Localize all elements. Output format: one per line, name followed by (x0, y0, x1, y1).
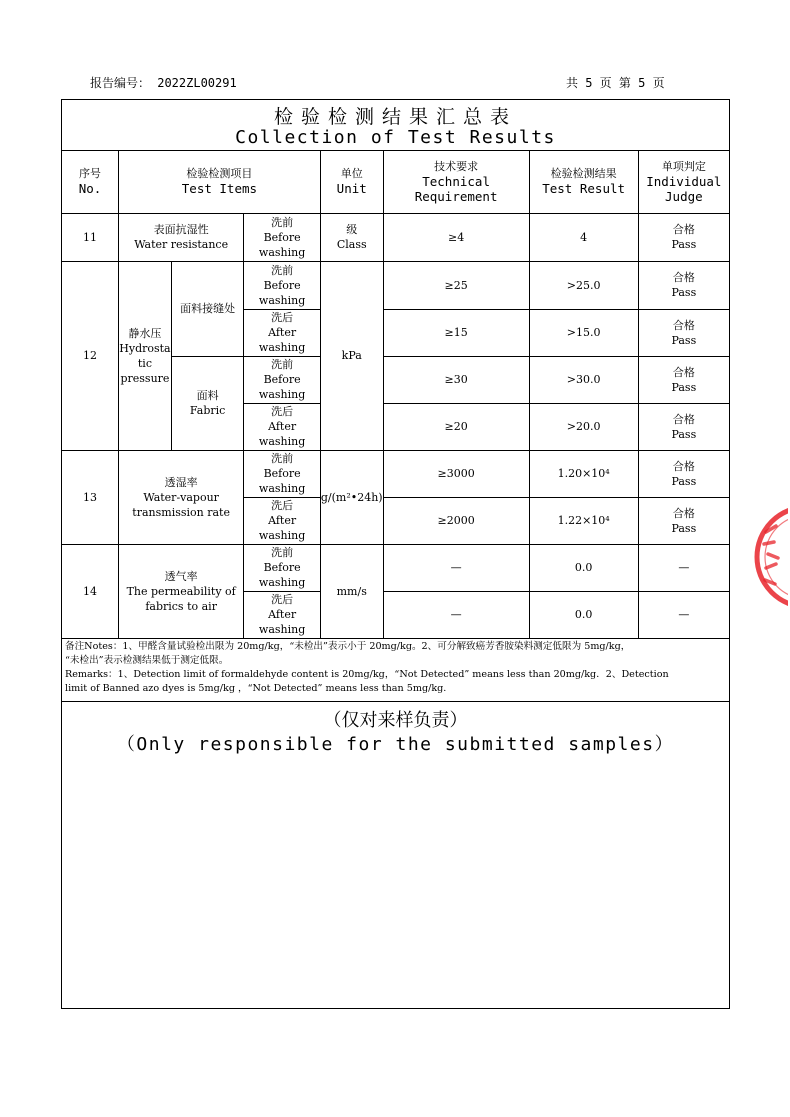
unit: 级 Class (320, 213, 383, 261)
result: >15.0 (529, 309, 638, 356)
test-item: 透气率 The permeability of fabrics to air (118, 544, 243, 638)
table-row (62, 450, 729, 497)
requirement: ≥25 (383, 261, 529, 309)
responsibility-en: （Only responsible for the submitted samples） (116, 734, 675, 755)
test-item: 静水压 Hydrosta tic pressure (118, 261, 171, 450)
wash-condition: 洗前 Before washing (244, 261, 321, 309)
col-requirement: 技术要求 Technical Requirement (383, 150, 529, 213)
title-zh: 检验检测结果汇总表 (273, 106, 517, 128)
judge: 合格 Pass (638, 356, 729, 403)
report-number: 报告编号： 2022ZL00291 (90, 76, 237, 90)
unit: mm/s (320, 544, 383, 638)
remarks-line: Remarks：1、Detection limit of formaldehyde content is 20mg/kg，“Not Detected” means less than 20mg/kg．2、Detection (65, 669, 669, 680)
table-row (62, 544, 729, 591)
row-number: 12 (62, 261, 118, 450)
judge: — (638, 544, 729, 591)
table-row (62, 213, 729, 261)
unit: g/(m²•24h) (320, 450, 383, 544)
results-frame (61, 99, 730, 1009)
table-title (62, 100, 729, 151)
col-judge: 单项判定 Individual Judge (638, 150, 729, 213)
requirement: ≥20 (383, 403, 529, 450)
title-en: Collection of Test Results (235, 127, 556, 148)
remarks-line: limit of Banned azo dyes is 5mg/kg ，“Not Detected” means less than 5mg/kg. (65, 683, 447, 694)
result: 1.22×10⁴ (529, 497, 638, 544)
requirement: ≥4 (383, 213, 529, 261)
result: >25.0 (529, 261, 638, 309)
requirement: ≥15 (383, 309, 529, 356)
requirement: ≥3000 (383, 450, 529, 497)
remarks-line: 备注Notes：1、甲醛含量试验检出限为 20mg/kg，“未检出”表示小于 20mg/kg。2、可分解致癌芳香胺染料测定低限为 5mg/kg， (65, 641, 631, 652)
result: 0.0 (529, 544, 638, 591)
result: 4 (529, 213, 638, 261)
col-unit: 单位 Unit (320, 150, 383, 213)
page-indicator: 共 5 页 第 5 页 (566, 76, 665, 90)
remarks-line: “未检出”表示检测结果低于测定低限。 (65, 655, 229, 666)
remarks (62, 638, 729, 702)
requirement: — (383, 544, 529, 591)
row-number: 11 (62, 213, 118, 261)
row-number: 13 (62, 450, 118, 544)
judge: 合格 Pass (638, 213, 729, 261)
wash-condition: 洗前 Before washing (244, 213, 321, 261)
red-seal-stamp (752, 502, 788, 612)
wash-condition: 洗后 After washing (244, 497, 321, 544)
col-no: 序号 No. (62, 150, 118, 213)
requirement: — (383, 591, 529, 638)
responsibility-zh: （仅对来样负责） (323, 710, 468, 731)
judge: 合格 Pass (638, 309, 729, 356)
sub-item-seam: 面料接缝处 (171, 261, 243, 356)
wash-condition: 洗后 After washing (244, 591, 321, 638)
result: >20.0 (529, 403, 638, 450)
header-row (62, 150, 729, 213)
judge: 合格 Pass (638, 261, 729, 309)
col-test-items: 检验检测项目 Test Items (118, 150, 320, 213)
judge: 合格 Pass (638, 403, 729, 450)
test-item: 透湿率 Water-vapour transmission rate (118, 450, 243, 544)
requirement: ≥2000 (383, 497, 529, 544)
results-table (62, 150, 729, 639)
judge: 合格 Pass (638, 450, 729, 497)
test-item: 表面抗湿性 Water resistance (118, 213, 243, 261)
judge: 合格 Pass (638, 497, 729, 544)
requirement: ≥30 (383, 356, 529, 403)
wash-condition: 洗前 Before washing (244, 356, 321, 403)
unit: kPa (320, 261, 383, 450)
result: 1.20×10⁴ (529, 450, 638, 497)
wash-condition: 洗前 Before washing (244, 450, 321, 497)
judge: — (638, 591, 729, 638)
wash-condition: 洗前 Before washing (244, 544, 321, 591)
wash-condition: 洗后 After washing (244, 309, 321, 356)
row-number: 14 (62, 544, 118, 638)
result: 0.0 (529, 591, 638, 638)
wash-condition: 洗后 After washing (244, 403, 321, 450)
table-row (62, 261, 729, 309)
sub-item-fabric: 面料 Fabric (171, 356, 243, 450)
result: >30.0 (529, 356, 638, 403)
col-result: 检验检测结果 Test Result (529, 150, 638, 213)
